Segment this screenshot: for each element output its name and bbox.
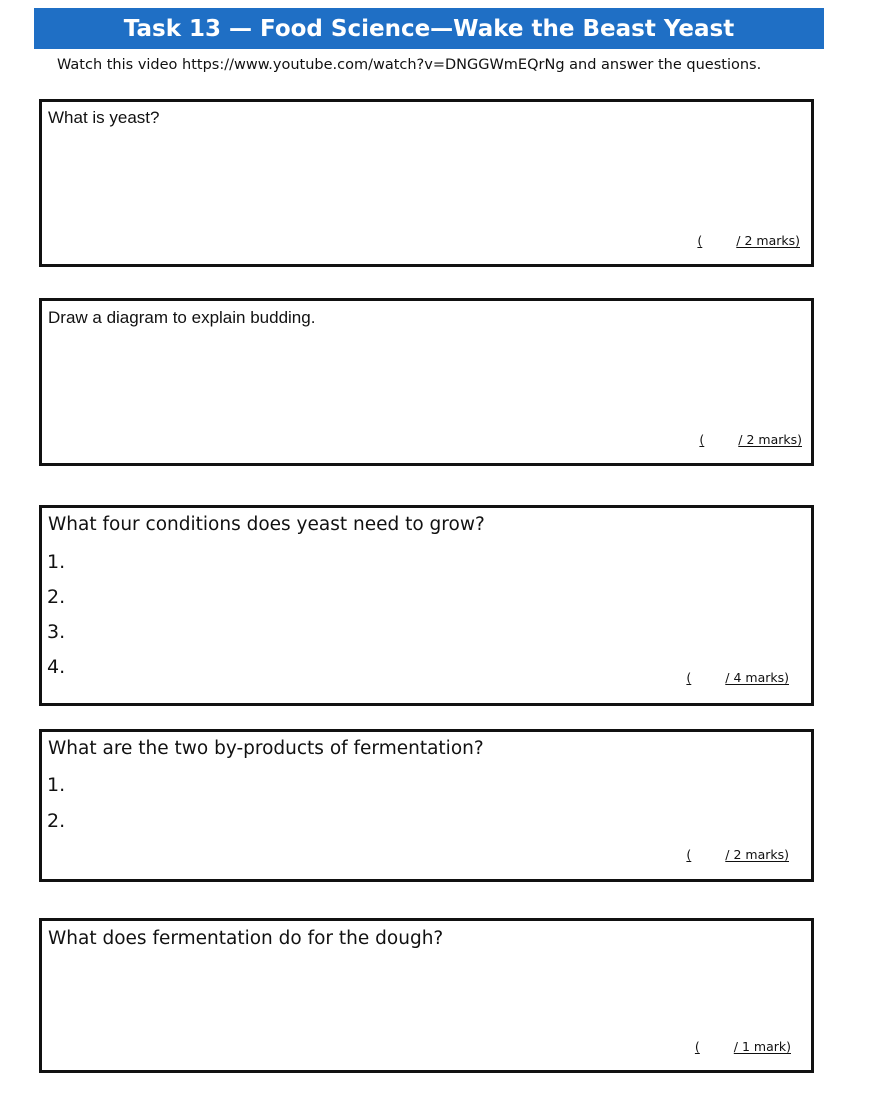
answer-line-number: 1. — [47, 774, 66, 796]
marks-indicator-3 — [686, 670, 789, 685]
question-text-4: What are the two by-products of fermentation? — [48, 738, 484, 759]
instructions-text: Watch this video https://www.youtube.com/watch?v=DNGGWmEQrNg and answer the questions. — [57, 57, 762, 73]
marks-label-4: / 2 marks) — [725, 847, 789, 862]
marks-label-5: / 1 mark) — [733, 1039, 791, 1054]
marks-label-2: / 2 marks) — [738, 432, 802, 447]
answer-line-number: 2. — [47, 810, 66, 832]
answer-line-number: 3. — [47, 621, 66, 643]
marks-open-1: ( — [697, 233, 703, 248]
answer-line-number: 1. — [47, 551, 66, 573]
question-box-1[interactable] — [39, 99, 814, 267]
question-box-3[interactable] — [39, 505, 814, 706]
question-box-4[interactable] — [39, 729, 814, 882]
question-text-2: Draw a diagram to explain budding. — [48, 308, 316, 327]
question-box-2[interactable] — [39, 298, 814, 466]
question-text-5: What does fermentation do for the dough? — [48, 928, 444, 949]
marks-indicator-2 — [699, 432, 802, 447]
page-title: Task 13 — Food Science—Wake the Beast Yeast — [34, 8, 824, 49]
answer-line-number: 4. — [47, 656, 66, 678]
marks-open-2: ( — [699, 432, 705, 447]
marks-indicator-4 — [686, 847, 789, 862]
marks-label-1: / 2 marks) — [736, 233, 800, 248]
question-box-5[interactable] — [39, 918, 814, 1073]
question-text-1: What is yeast? — [48, 108, 160, 127]
question-text-3: What four conditions does yeast need to grow? — [48, 514, 485, 535]
marks-indicator-5 — [695, 1039, 791, 1054]
marks-label-3: / 4 marks) — [725, 670, 789, 685]
marks-indicator-1 — [697, 233, 800, 248]
marks-open-3: ( — [686, 670, 692, 685]
marks-open-4: ( — [686, 847, 692, 862]
answer-line-number: 2. — [47, 586, 66, 608]
marks-open-5: ( — [694, 1039, 700, 1054]
